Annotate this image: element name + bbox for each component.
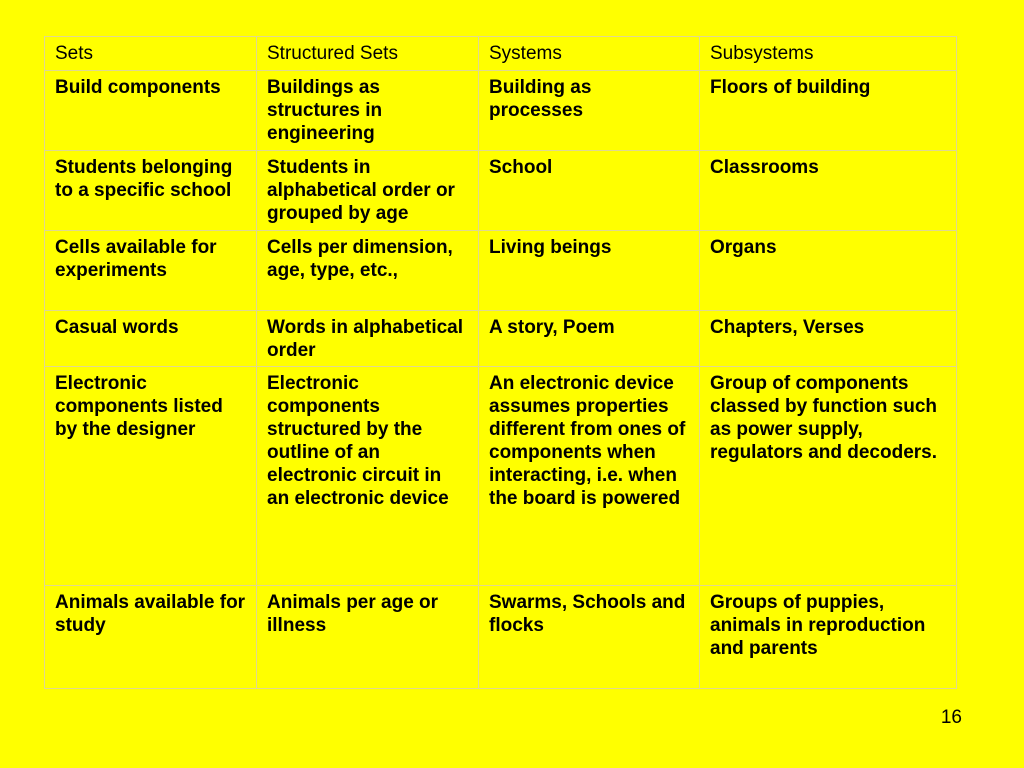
table-cell: Electronic components listed by the designer [45, 367, 257, 586]
table-cell: Casual words [45, 311, 257, 367]
table-cell: Chapters, Verses [700, 311, 957, 367]
comparison-table [44, 36, 957, 689]
table-cell: Buildings as structures in engineering [257, 71, 479, 151]
table-cell: Living beings [479, 231, 700, 311]
table-cell: Group of components classed by function such as power supply, regulators and decoders. [700, 367, 957, 586]
table-cell: Organs [700, 231, 957, 311]
table-header-row [45, 37, 957, 71]
table-row [45, 231, 957, 311]
table-row [45, 151, 957, 231]
header-cell-systems: Systems [479, 37, 700, 71]
table-cell: Animals per age or illness [257, 586, 479, 689]
table-cell: An electronic device assumes properties different from ones of components when interacting, i.e. when the board is powered [479, 367, 700, 586]
table-cell: Words in alphabetical order [257, 311, 479, 367]
table-cell: A story, Poem [479, 311, 700, 367]
table-cell: Swarms, Schools and flocks [479, 586, 700, 689]
page-number: 16 [940, 707, 962, 728]
table-row [45, 311, 957, 367]
header-cell-structured-sets: Structured Sets [257, 37, 479, 71]
header-cell-subsystems: Subsystems [700, 37, 957, 71]
table-cell: School [479, 151, 700, 231]
header-cell-sets: Sets [45, 37, 257, 71]
table-cell: Classrooms [700, 151, 957, 231]
table-row [45, 71, 957, 151]
table-cell: Groups of puppies, animals in reproduction and parents [700, 586, 957, 689]
table-cell: Build components [45, 71, 257, 151]
table-cell: Animals available for study [45, 586, 257, 689]
table-cell: Floors of building [700, 71, 957, 151]
table-cell: Building as processes [479, 71, 700, 151]
table-row [45, 367, 957, 586]
table-cell: Cells per dimension, age, type, etc., [257, 231, 479, 311]
table-cell: Electronic components structured by the outline of an electronic circuit in an electronic device [257, 367, 479, 586]
table-cell: Cells available for experiments [45, 231, 257, 311]
table-cell: Students belonging to a specific school [45, 151, 257, 231]
table-row [45, 586, 957, 689]
table-cell: Students in alphabetical order or grouped by age [257, 151, 479, 231]
